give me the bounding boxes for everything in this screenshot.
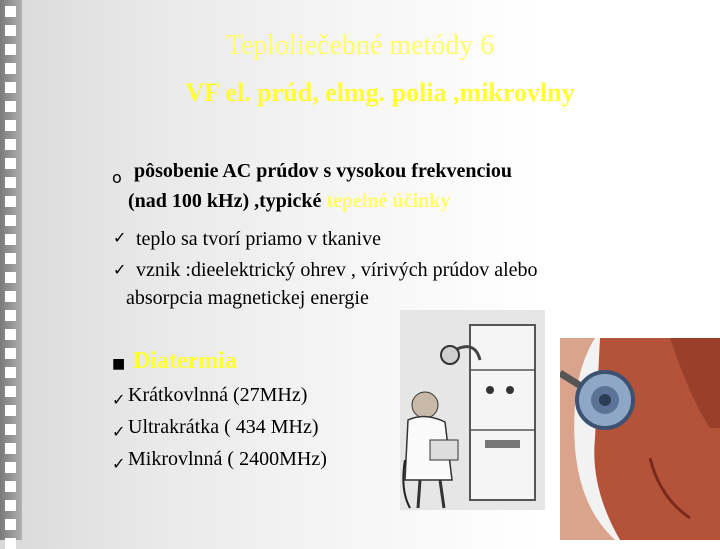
- diatermia-item: Ultrakrátka ( 434 MHz): [128, 416, 319, 438]
- strip-square: [5, 253, 16, 264]
- check-icon: ✓: [113, 228, 127, 247]
- strip-square: [5, 424, 16, 435]
- strip-square: [5, 158, 16, 169]
- shoulder-treatment-photo: [560, 338, 720, 540]
- slide-subtitle: VF el. prúd, elmg. polia ,mikrovlny: [185, 78, 575, 107]
- strip-square: [5, 348, 16, 359]
- effect-item: vznik :dieelektrický ohrev , vírivých prúdov alebo: [136, 259, 538, 281]
- strip-square: [5, 6, 16, 17]
- strip-square: [5, 481, 16, 492]
- effect-item: teplo sa tvorí priamo v tkanive: [136, 228, 381, 250]
- check-icon: ✓: [112, 390, 126, 409]
- check-icon: ✓: [112, 454, 126, 473]
- strip-square: [5, 500, 16, 511]
- intro-line-2: [128, 190, 450, 213]
- slide-title: Teploliečebné metódy 6: [225, 30, 495, 61]
- diatermia-item: Mikrovlnná ( 2400MHz): [128, 448, 327, 470]
- strip-square: [5, 196, 16, 207]
- strip-square: [5, 386, 16, 397]
- strip-square: [5, 272, 16, 283]
- circle-bullet-icon: o: [112, 168, 122, 187]
- strip-square: [5, 519, 16, 530]
- strip-square: [5, 405, 16, 416]
- check-icon: ✓: [113, 260, 127, 279]
- intro-highlight: tepelné účinky: [326, 190, 451, 212]
- check-icon: ✓: [112, 422, 126, 441]
- strip-square: [5, 63, 16, 74]
- strip-square: [5, 367, 16, 378]
- square-bullet-icon: ■: [112, 356, 126, 372]
- strip-square: [5, 139, 16, 150]
- strip-square: [5, 329, 16, 340]
- intro-line-1: pôsobenie AC prúdov s vysokou frekvenciou: [134, 160, 513, 182]
- diatermia-item: Krátkovlnná (27MHz): [128, 384, 308, 406]
- intro-line-2-text: (nad 100 kHz) ,typické: [128, 190, 322, 212]
- strip-square: [5, 215, 16, 226]
- diathermy-apparatus-photo: [400, 310, 545, 510]
- section-heading: Diatermia: [133, 348, 237, 374]
- strip-square: [5, 234, 16, 245]
- strip-square: [5, 177, 16, 188]
- strip-square: [5, 120, 16, 131]
- strip-square: [5, 443, 16, 454]
- effect-item-continued: absorpcia magnetickej energie: [126, 287, 369, 309]
- strip-square: [5, 462, 16, 473]
- strip-square: [5, 310, 16, 321]
- strip-square: [5, 291, 16, 302]
